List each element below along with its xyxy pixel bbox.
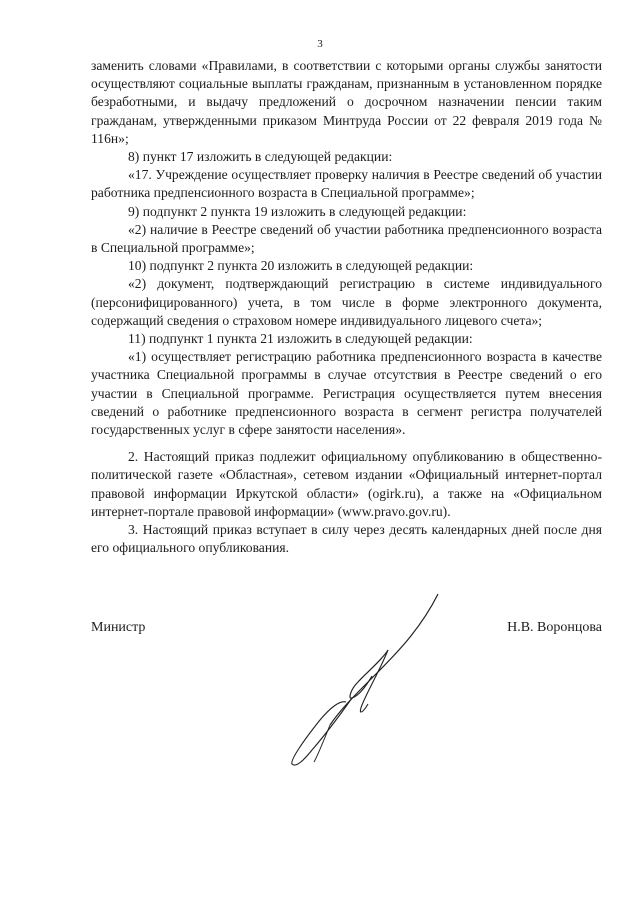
paragraph-item-10: 10) подпункт 2 пункта 20 изложить в следующей редакции:	[128, 258, 474, 274]
page-number: 3	[317, 38, 323, 50]
handwritten-signature	[270, 590, 450, 770]
paragraph-item-8: 8) пункт 17 изложить в следующей редакции:	[128, 149, 393, 165]
signatory-name: Н.В. Воронцова	[507, 620, 602, 635]
paragraph-item-9-text: «2) наличие в Реестре сведений об участии работника предпенсионного возраста в Специальной программе»;	[91, 221, 602, 256]
signatory-title: Министр	[91, 620, 146, 635]
paragraph-clause-3: 3. Настоящий приказ вступает в силу через десять календарных дней после дня его официального опубликования.	[91, 522, 602, 556]
paragraph-clause-2: 2. Настоящий приказ подлежит официальному опубликованию в общественно-политической газете «Областная», сетевом издании «Официальный интернет-портал правовой информации Иркутской области» (ogirk.ru), а также на «Официальном интернет-портале правовой информации» (www.pravo.gov.ru).	[91, 449, 602, 519]
paragraph-item-9: 9) подпункт 2 пункта 19 изложить в следующей редакции:	[128, 203, 467, 219]
paragraph-continuation: заменить словами «Правилами, в соответствии с которыми органы службы занятости осуществляют социальные выплаты гражданам, признанным в установленном порядке безработными, и выдачу предложений о досрочном назначении пенсии таким гражданам, утвержденными приказом Минтруда России от 22 февраля 2019 года № 116н»;	[91, 58, 602, 146]
paragraph-item-11: 11) подпункт 1 пункта 21 изложить в следующей редакции:	[128, 331, 473, 347]
paragraph-item-10-text: «2) документ, подтверждающий регистрацию в системе индивидуального (персонифицированного) учета, в том числе в форме электронного документа, содержащий сведения о страховом номере индивидуального лицевого счета»;	[91, 276, 602, 328]
paragraph-item-8-text: «17. Учреждение осуществляет проверку наличия в Реестре сведений об участии работника предпенсионного возраста в Специальной программе»;	[91, 167, 602, 201]
paragraph-item-11-text: «1) осуществляет регистрацию работника предпенсионного возраста в качестве участника Специальной программы в случае отсутствия в Реестре сведений о его участии в Специальной программе. Регистрация осуществляется путем внесения сведений о работнике предпенсионного возраста в сегмент регистра получателей государственных услуг в сфере занятости населения».	[91, 349, 602, 438]
document-body	[91, 57, 602, 557]
